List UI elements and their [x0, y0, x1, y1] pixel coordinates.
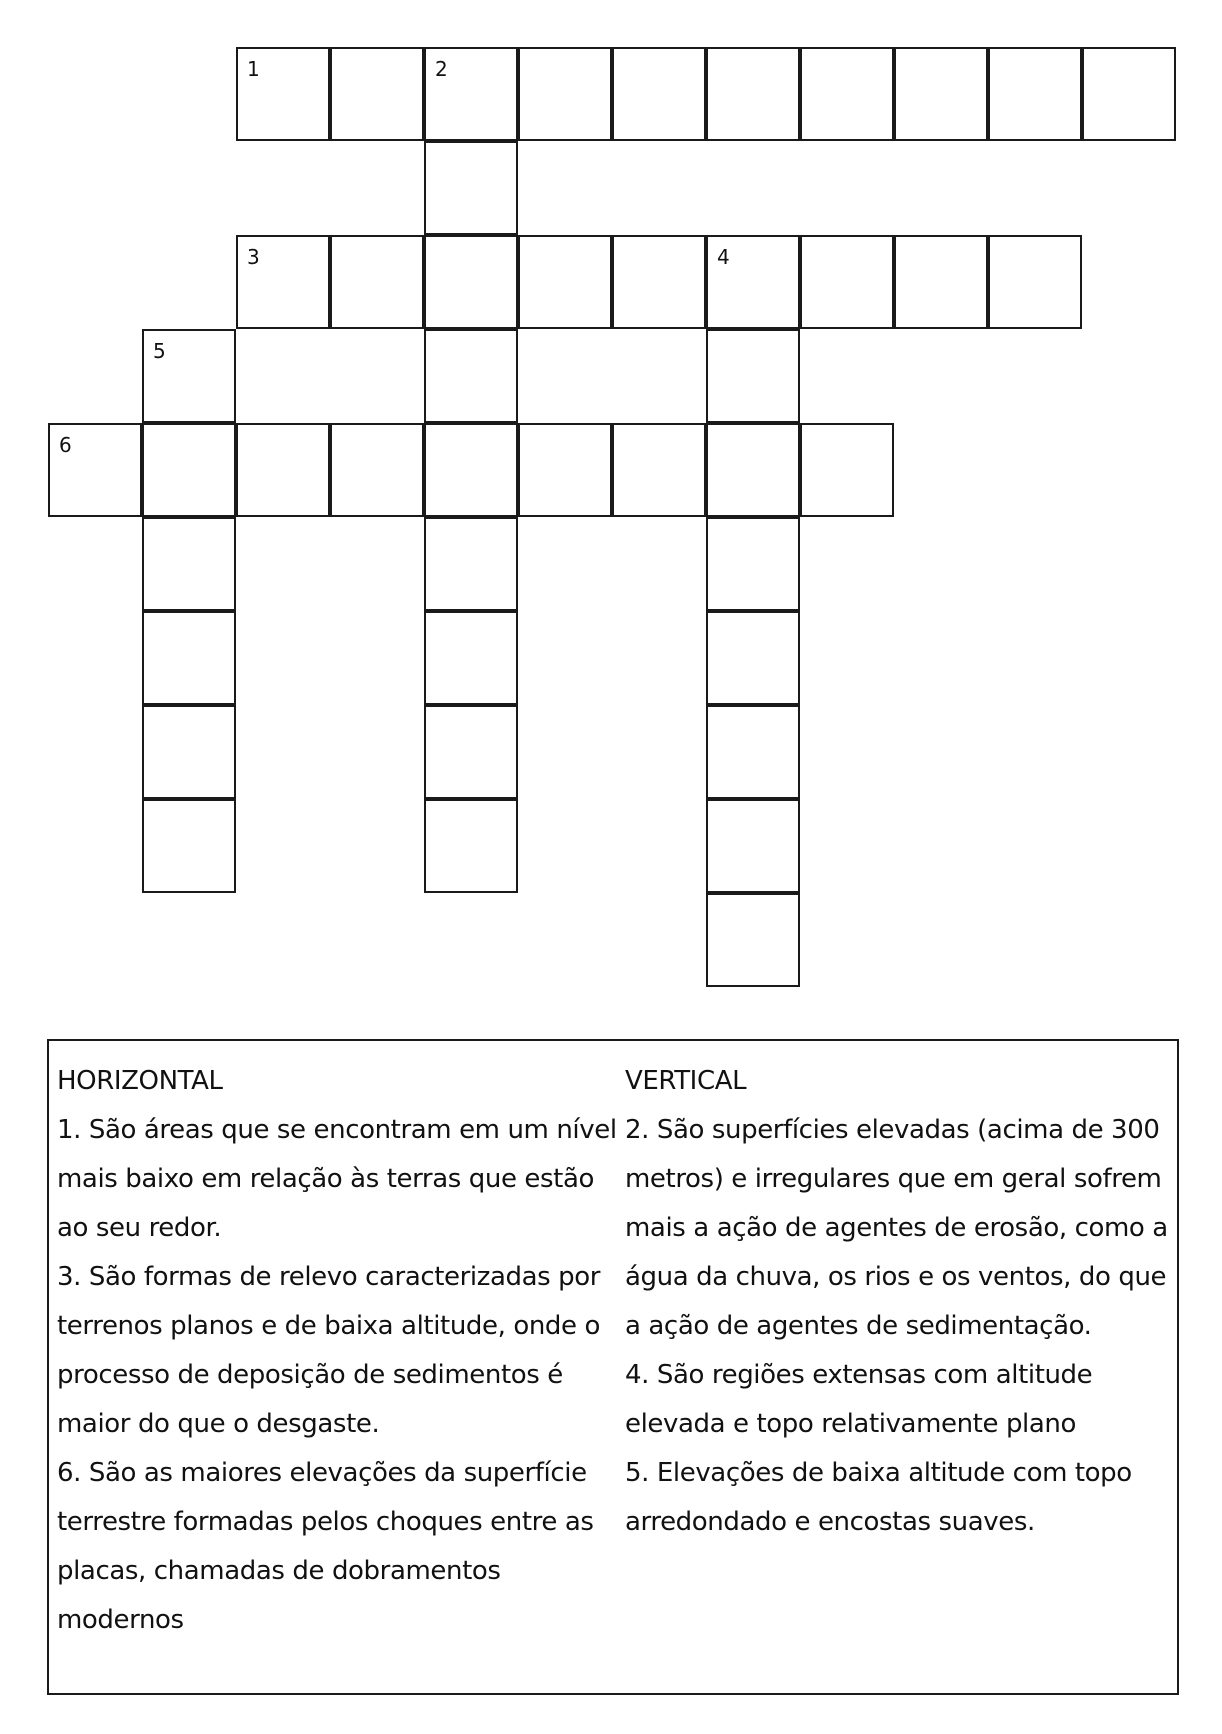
- clue-number: 4: [717, 245, 730, 269]
- crossword-cell[interactable]: [706, 799, 800, 893]
- vertical-heading: VERTICAL: [625, 1066, 747, 1096]
- clue-vertical-4: 4. São regiões extensas com altitude elevada e topo relativamente plano: [625, 1360, 1093, 1439]
- crossword-cell[interactable]: [706, 47, 800, 141]
- crossword-cell[interactable]: [142, 611, 236, 705]
- crossword-cell[interactable]: [612, 235, 706, 329]
- clue-horizontal-6: 6. São as maiores elevações da superfície terrestre formadas pelos choques entre as placas, chamadas de dobramentos modernos: [57, 1458, 594, 1635]
- crossword-cell[interactable]: [706, 611, 800, 705]
- clue-horizontal-3: 3. São formas de relevo caracterizadas por terrenos planos e de baixa altitude, onde o processo de deposição de sedimentos é maior do que o desgaste.: [57, 1262, 601, 1439]
- crossword-cell[interactable]: [48, 423, 142, 517]
- crossword-cell[interactable]: [236, 235, 330, 329]
- crossword-cell[interactable]: [800, 235, 894, 329]
- crossword-cell[interactable]: [424, 705, 518, 799]
- crossword-cell[interactable]: [330, 47, 424, 141]
- clue-horizontal-1: 1. São áreas que se encontram em um nível mais baixo em relação às terras que estão ao seu redor.: [57, 1115, 617, 1243]
- crossword-cell[interactable]: [142, 423, 236, 517]
- clue-vertical-2: 2. São superfícies elevadas (acima de 300 metros) e irregulares que em geral sofrem mais a ação de agentes de erosão, como a água da chuva, os rios e os ventos, do que a ação de agentes de sedimentação.: [625, 1115, 1168, 1341]
- crossword-cell[interactable]: [330, 235, 424, 329]
- clues-box: [47, 1039, 1179, 1695]
- crossword-cell[interactable]: [518, 47, 612, 141]
- horizontal-heading: HORIZONTAL: [57, 1066, 223, 1096]
- crossword-cell[interactable]: [236, 423, 330, 517]
- crossword-cell[interactable]: [988, 47, 1082, 141]
- crossword-cell[interactable]: [518, 235, 612, 329]
- crossword-cell[interactable]: [706, 423, 800, 517]
- crossword-cell[interactable]: [894, 47, 988, 141]
- clue-number: 6: [59, 433, 72, 457]
- clue-number: 2: [435, 57, 448, 81]
- crossword-cell[interactable]: [424, 235, 518, 329]
- clue-vertical-5: 5. Elevações de baixa altitude com topo arredondado e encostas suaves.: [625, 1458, 1132, 1537]
- crossword-cell[interactable]: [800, 47, 894, 141]
- clue-number: 3: [247, 245, 260, 269]
- crossword-cell[interactable]: [236, 47, 330, 141]
- crossword-cell[interactable]: [612, 423, 706, 517]
- crossword-cell[interactable]: [424, 329, 518, 423]
- crossword-cell[interactable]: [330, 423, 424, 517]
- vertical-clues: [625, 1057, 1175, 1547]
- crossword-cell[interactable]: [706, 517, 800, 611]
- crossword-cell[interactable]: [706, 235, 800, 329]
- crossword-cell[interactable]: [988, 235, 1082, 329]
- crossword-cell[interactable]: [800, 423, 894, 517]
- crossword-cell[interactable]: [894, 235, 988, 329]
- clue-number: 5: [153, 339, 166, 363]
- crossword-cell[interactable]: [424, 799, 518, 893]
- crossword-cell[interactable]: [424, 141, 518, 235]
- crossword-cell[interactable]: [612, 47, 706, 141]
- crossword-cell[interactable]: [518, 423, 612, 517]
- crossword-cell[interactable]: [142, 799, 236, 893]
- crossword-cell[interactable]: [142, 517, 236, 611]
- crossword-cell[interactable]: [1082, 47, 1176, 141]
- crossword-cell[interactable]: [706, 705, 800, 799]
- crossword-cell[interactable]: [142, 329, 236, 423]
- crossword-cell[interactable]: [424, 47, 518, 141]
- horizontal-clues: [57, 1057, 617, 1645]
- clue-number: 1: [247, 57, 260, 81]
- crossword-cell[interactable]: [424, 611, 518, 705]
- crossword-cell[interactable]: [424, 423, 518, 517]
- crossword-cell[interactable]: [142, 705, 236, 799]
- crossword-cell[interactable]: [706, 893, 800, 987]
- crossword-cell[interactable]: [424, 517, 518, 611]
- crossword-cell[interactable]: [706, 329, 800, 423]
